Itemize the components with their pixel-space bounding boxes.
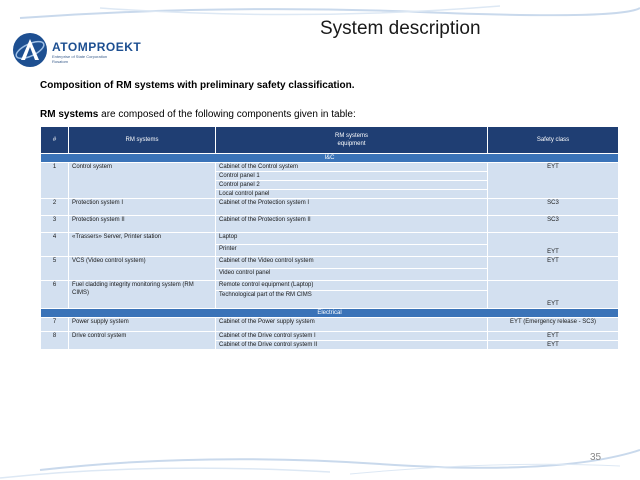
header-equipment (216, 127, 488, 154)
atom-logo-icon (12, 32, 48, 68)
row-system: Protection system I (69, 199, 216, 216)
company-logo (12, 32, 152, 70)
row-safety-class: EYT (488, 332, 619, 341)
section-label-electrical: Electrical (41, 309, 619, 318)
header-equipment-line1: RM systems (335, 133, 368, 139)
row-equipment: Remote control equipment (Laptop) (216, 281, 488, 291)
row-safety-class: SC3 (488, 199, 619, 216)
page-number: 35 (590, 452, 602, 463)
header-safety-class: Safety class (488, 127, 619, 154)
table-row (41, 233, 619, 245)
table-header-row (41, 127, 619, 154)
row-number: 1 (41, 163, 69, 199)
row-system: VCS (Video control system) (69, 257, 216, 281)
row-number: 5 (41, 257, 69, 281)
row-safety-class: SC3 (488, 216, 619, 233)
row-system: Fuel cladding integrity monitoring system (RM CIMS) (69, 281, 216, 309)
row-safety-class: EYT (488, 341, 619, 350)
row-equipment: Video control panel (216, 269, 488, 281)
section-row-ic (41, 154, 619, 163)
row-safety-class: EYT (488, 281, 619, 309)
row-safety-class: EYT (Emergency release - SC3) (488, 318, 619, 332)
row-equipment: Cabinet of the Protection system I (216, 199, 488, 216)
row-equipment: Local control panel (216, 190, 488, 199)
header-equipment-line2: equipment (337, 141, 366, 147)
table-row (41, 332, 619, 341)
row-equipment: Control panel 1 (216, 172, 488, 181)
lead-bold: RM systems (40, 109, 99, 120)
section-row-electrical (41, 309, 619, 318)
page-title: System description (320, 18, 481, 39)
table-row (41, 257, 619, 269)
table-row (41, 216, 619, 233)
row-number: 2 (41, 199, 69, 216)
row-system: Protection system II (69, 216, 216, 233)
row-equipment: Cabinet of the Control system (216, 163, 488, 172)
lead-paragraph (40, 109, 356, 120)
row-equipment: Printer (216, 245, 488, 257)
row-system: Drive control system (69, 332, 216, 350)
row-system: «Trassers» Server, Printer station (69, 233, 216, 257)
row-number: 6 (41, 281, 69, 309)
row-system: Power supply system (69, 318, 216, 332)
row-equipment: Technological part of the RM CIMS (216, 291, 488, 309)
header-systems: RM systems (69, 127, 216, 154)
row-number: 4 (41, 233, 69, 257)
row-safety-class: EYT (488, 163, 619, 199)
logo-subtext: Enterprise of State Corporation Rosatom (52, 54, 108, 64)
section-label-ic: I&C (41, 154, 619, 163)
header-number: # (41, 127, 69, 154)
row-equipment: Cabinet of the Protection system II (216, 216, 488, 233)
table-row (41, 199, 619, 216)
row-number: 3 (41, 216, 69, 233)
systems-table (40, 126, 619, 350)
row-equipment: Cabinet of the Power supply system (216, 318, 488, 332)
row-number: 7 (41, 318, 69, 332)
row-equipment: Laptop (216, 233, 488, 245)
row-equipment: Cabinet of the Drive control system I (216, 332, 488, 341)
table-row (41, 281, 619, 291)
row-equipment: Cabinet of the Video control system (216, 257, 488, 269)
row-safety-class: EYT (488, 257, 619, 281)
section-subtitle: Composition of RM systems with preliminary safety classification. (40, 80, 355, 91)
lead-rest: are composed of the following components given in table: (98, 109, 356, 120)
row-equipment: Control panel 2 (216, 181, 488, 190)
row-safety-class: EYT (488, 233, 619, 257)
logo-name: ATOMPROEKT (52, 40, 142, 54)
table-row (41, 318, 619, 332)
row-number: 8 (41, 332, 69, 350)
table-row (41, 163, 619, 172)
row-equipment: Cabinet of the Drive control system II (216, 341, 488, 350)
row-system: Control system (69, 163, 216, 199)
